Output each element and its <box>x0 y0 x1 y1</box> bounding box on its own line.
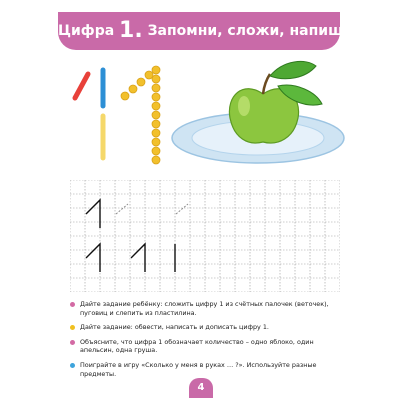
task-text: Объясните, что цифра 1 обозначает количество – одно яблоко, один апельсин, одна груша. <box>80 337 314 355</box>
task-list <box>70 300 342 384</box>
list-item <box>70 323 342 332</box>
bullet-icon <box>70 340 75 345</box>
sample-digit-row <box>86 200 188 228</box>
task-text: Дайте задание: обвести, написать и дописать цифру 1. <box>80 323 269 332</box>
title-prefix: Цифра <box>58 23 115 39</box>
list-item <box>70 361 342 378</box>
buttons-digit-icon <box>121 66 160 164</box>
bullet-icon <box>70 302 75 307</box>
page-title <box>58 12 353 50</box>
page-number: 4 <box>189 378 213 398</box>
task-text: Поиграйте в игру «Сколько у меня в руках … ?». Используйте разные предметы. <box>80 360 317 378</box>
digit-one-illustration <box>58 56 348 176</box>
task-text: Дайте задание ребёнку: сложить цифру 1 из счётных палочек (веточек), пуговиц и слепить из пластилина. <box>80 300 329 317</box>
title-rest: Запомни, сложи, напиши <box>147 23 353 39</box>
list-item <box>70 300 342 317</box>
list-item <box>70 338 342 355</box>
bullet-icon <box>70 325 75 330</box>
counting-sticks-icon <box>75 70 103 158</box>
writing-grid <box>70 180 340 292</box>
complete-digit-row <box>86 244 175 272</box>
title-digit: 1. <box>119 18 143 43</box>
bullet-icon <box>70 363 75 368</box>
